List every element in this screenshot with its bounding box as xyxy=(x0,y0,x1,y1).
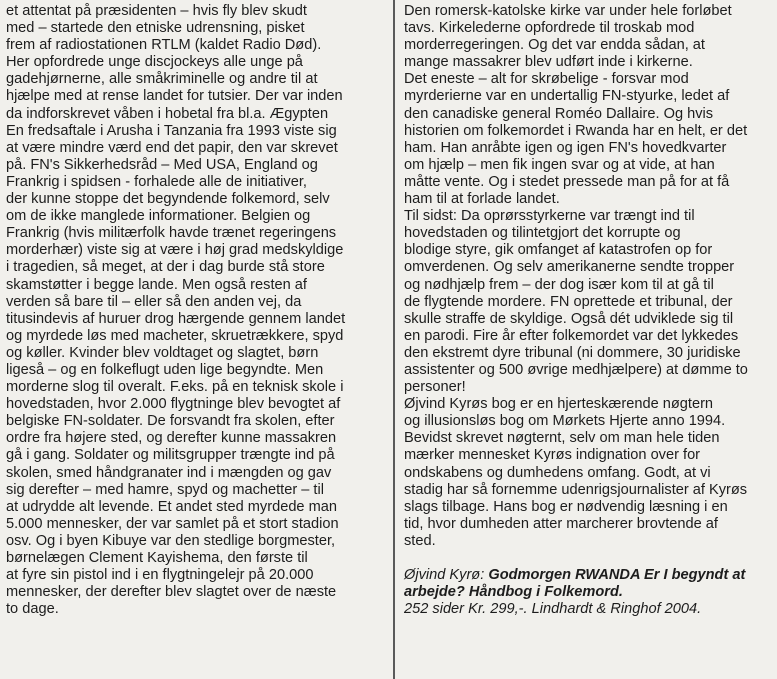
text-line: skolen, smed håndgranater ind i mængden og gav xyxy=(6,464,332,481)
text-line: ondskabens og dumhedens omfang. Godt, at vi xyxy=(404,464,711,481)
text-line: 5.000 mennesker, der var samlet på et stort stadion xyxy=(6,515,339,532)
text-line: og nødhjælp frem – der dog især kom til at gå til xyxy=(404,276,714,293)
text-line: blodige styre, gik omfanget af katastrofen op for xyxy=(404,242,713,259)
text-line: og køller. Kvinder blev voldtaget og slagtet, børn xyxy=(6,344,319,361)
text-line: Den romersk-katolske kirke var under hele forløbet xyxy=(404,3,732,19)
text-line: frem af radiostationen RTLM (kaldet Radio Død). xyxy=(6,37,322,54)
text-line: at fyre sin pistol ind i en flygtningelejr på 20.000 xyxy=(6,567,314,584)
text-line: ham til at forlade landet. xyxy=(404,191,560,208)
text-line: Frankrig i spidsen - forhalede alle de initiativer, xyxy=(6,173,307,190)
citation-author: Øjvind Kyrø: xyxy=(404,567,489,584)
text-line: historien om folkemordet i Rwanda har en helt, er det xyxy=(404,122,748,139)
text-line: da indforskrevet våben i hobetal fra bl.a. Ægypten xyxy=(6,105,329,122)
text-line: to dage. xyxy=(6,601,59,618)
text-line: et attentat på præsidenten – hvis fly blev skudt xyxy=(6,3,307,19)
text-line: den canadiske general Roméo Dallaire. Og hvis xyxy=(404,105,714,122)
text-line: om de ikke manglede informationer. Belgien og xyxy=(6,208,311,225)
column-divider xyxy=(393,0,395,679)
text-line: tavs. Kirkelederne opfordrede til troskab mod xyxy=(404,20,695,37)
text-line: osv. Og i byen Kibuye var den stedlige borgmester, xyxy=(6,532,336,549)
text-line: stadig har så fornemme udenrigsjournalister af Kyrøs xyxy=(404,481,748,498)
text-line: assistenter og 500 øvrige medhjælpere) at dømme to xyxy=(404,361,748,378)
text-line: omverdenen. Og selv amerikanerne sendte tropper xyxy=(404,259,735,276)
citation-title: Godmorgen RWANDA Er I begyndt at xyxy=(488,567,746,584)
text-line: titusindevis af huruer drog hærgende gennem landet xyxy=(6,310,346,327)
text-line: der kunne stoppe det begyndende folkemord, selv xyxy=(6,191,330,208)
text-line: gadehjørnerne, alle småkriminelle og andre til at xyxy=(6,71,318,88)
text-line: at udrydde alt levende. Et andet sted myrdede man xyxy=(6,498,337,515)
text-line: Frankrig (hvis militærfolk havde trænet regeringens xyxy=(6,225,337,242)
text-line: den ekstremt dyre tribunal (ni dommere, 30 juridiske xyxy=(404,344,741,361)
text-line: belgiske FN-soldater. De forsvandt fra skolen, efter xyxy=(6,413,335,430)
text-line: Her opfordrede unge discjockeys alle unge på xyxy=(6,54,303,71)
text-line: Det eneste – alt for skrøbelige - forsvar mod xyxy=(404,71,689,88)
text-line: en parodi. Fire år efter folkemordet var det lykkedes xyxy=(404,327,739,344)
text-line: med – startede den etniske udrensning, pisket xyxy=(6,20,305,37)
text-line: og myrdede løs med macheter, skruetrækkere, spyd xyxy=(6,327,344,344)
text-line: på. FN's Sikkerhedsråd – Med USA, England og xyxy=(6,156,318,173)
text-line: morderregeringen. Og det var endda sådan, at xyxy=(404,37,705,54)
text-line: sted. xyxy=(404,532,436,549)
text-line: Øjvind Kyrøs bog er en hjerteskærende nøgtern xyxy=(404,396,714,413)
text-line: hovedstaden, hvor 2.000 flygtninge blev bevogtet af xyxy=(6,396,341,413)
left-text-column xyxy=(6,3,388,618)
text-line: at være mindre værd end det papir, den var skrevet xyxy=(6,139,338,156)
text-line: gå i gang. Soldater og militsgrupper trængte ind på xyxy=(6,447,335,464)
text-line: Bevidst skrevet nøgternt, selv om man hele tiden xyxy=(404,430,720,447)
text-line: børnelægen Clement Kayishema, den første til xyxy=(6,550,308,566)
text-line: og illusionsløs bog om Mørkets Hjerte anno 1994. xyxy=(404,413,726,430)
paragraph-gap xyxy=(404,550,774,567)
text-line: skulle straffe de skyldige. Også dét udviklede sig til xyxy=(404,310,734,327)
text-line: slags tilbage. Hans bog er nødvendig læsning i en xyxy=(404,498,728,515)
text-line: myrderierne var en undertallig FN-styurke, ledet af xyxy=(404,88,730,105)
text-line: morderne slog til overalt. F.eks. på en teknisk skole i xyxy=(6,379,344,396)
text-line: ligeså – og en folkeflugt uden lige begyndte. Men xyxy=(6,361,324,378)
text-line: hovedstaden og tilintetgjort det korrupte og xyxy=(404,225,681,242)
text-line: om hjælp – men fik ingen svar og at vide, at han xyxy=(404,156,715,173)
book-citation-line-2: arbejde? Håndbog i Folkemord. xyxy=(404,584,623,601)
right-text-column xyxy=(404,3,774,618)
text-line: hjælpe med at rense landet for tutsier. Der var inden xyxy=(6,88,343,105)
text-line: morderhær) viste sig at være i høj grad medskyldige xyxy=(6,242,344,259)
text-line: Til sidst: Da oprørsstyrkerne var trængt ind til xyxy=(404,208,695,225)
text-line: mennesker, der derefter blev slagtet over de næste xyxy=(6,584,337,601)
text-line: i tragedien, så meget, at der i dag burde stå store xyxy=(6,259,325,276)
text-line: mærker mennesket Kyrøs indignation over for xyxy=(404,447,701,464)
text-line: mange massakrer blev udført inde i kirkerne. xyxy=(404,54,693,71)
text-line: de flygtende mordere. FN oprettede et tribunal, der xyxy=(404,293,733,310)
text-line: personer! xyxy=(404,379,466,396)
text-line: ham. Han anråbte igen og igen FN's hovedkvarter xyxy=(404,139,727,156)
text-line: skamstøtter i begge lande. Men også resten af xyxy=(6,276,307,293)
book-citation-details: 252 sider Kr. 299,-. Lindhardt & Ringhof 2004. xyxy=(404,601,702,618)
text-line: ordre fra højere sted, og derefter kunne massakren xyxy=(6,430,337,447)
text-line: verden så bare til – eller så den anden vej, da xyxy=(6,293,302,310)
text-line: måtte vente. Og i stedet pressede man på for at få xyxy=(404,173,730,190)
text-line: sig derefter – med hamre, spyd og machetter – til xyxy=(6,481,324,498)
text-line: En fredsaftale i Arusha i Tanzania fra 1993 viste sig xyxy=(6,122,337,139)
book-citation-line-1 xyxy=(404,567,774,584)
text-line: tid, hvor dumheden atter marcherer brovtende af xyxy=(404,515,718,532)
